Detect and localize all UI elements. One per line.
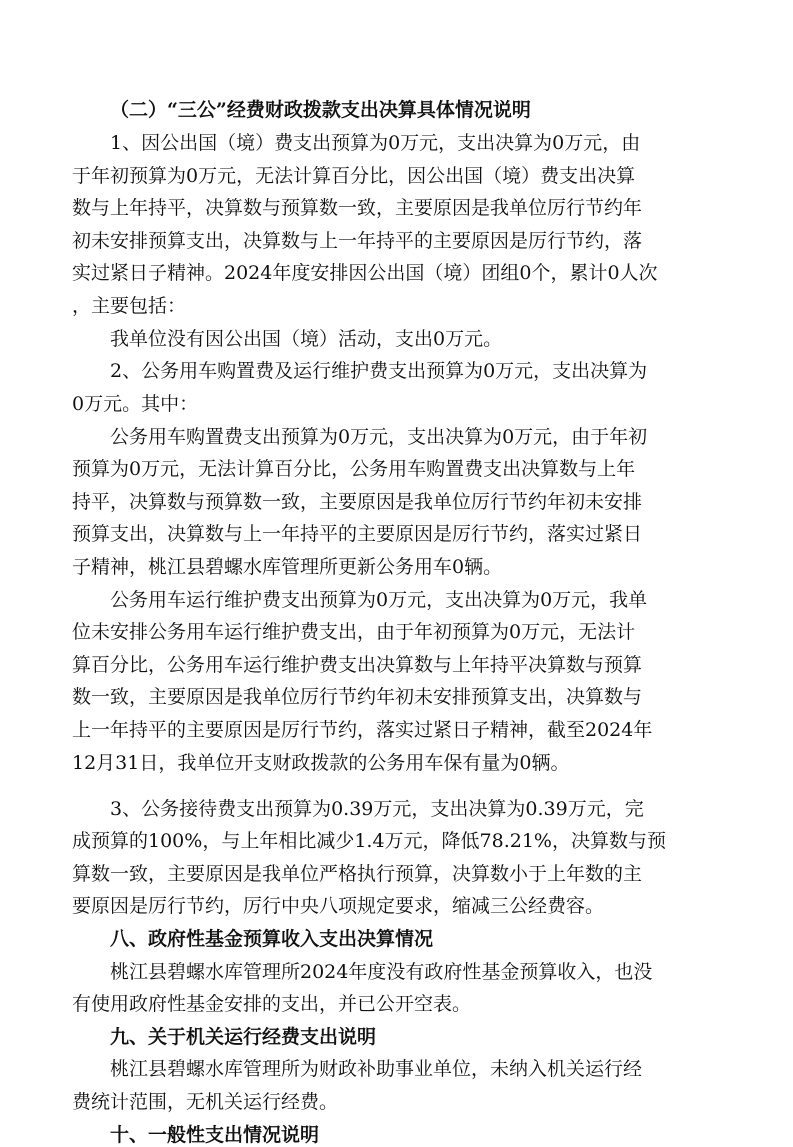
paragraph-line: 公务用车购置费支出预算为0万元，支出决算为0万元，由于年初 (110, 426, 648, 448)
section-heading-government-fund: 八、政府性基金预算收入支出决算情况 (110, 928, 434, 950)
section-heading-three-public: （二）“三公”经费财政拨款支出决算具体情况说明 (110, 99, 531, 121)
paragraph-line: 桃江县碧螺水库管理所2024年度没有政府性基金预算收入，也没 (110, 961, 653, 983)
paragraph-line: 我单位没有因公出国（境）活动，支出0万元。 (110, 328, 503, 350)
paragraph-line: ，主要包括： (72, 295, 187, 317)
paragraph-line: 数与上年持平，决算数与预算数一致，主要原因是我单位厉行节约年 (72, 197, 643, 219)
paragraph-line: 持平，决算数与预算数一致，主要原因是我单位厉行节约年初未安排 (72, 491, 643, 513)
paragraph-line: 数一致，主要原因是我单位厉行节约年初未安排预算支出，决算数与 (72, 686, 643, 708)
paragraph-line: 有使用政府性基金安排的支出，并已公开空表。 (72, 993, 472, 1015)
paragraph-line: 位未安排公务用车运行维护费支出，由于年初预算为0万元，无法计 (72, 621, 636, 643)
section-heading-operating-expenses: 九、关于机关运行经费支出说明 (110, 1026, 377, 1048)
paragraph-line: 3、公务接待费支出预算为0.39万元，支出决算为0.39万元，完 (110, 798, 644, 820)
paragraph-line: 2、公务用车购置费及运行维护费支出预算为0万元，支出决算为 (110, 360, 648, 382)
paragraph-line: 桃江县碧螺水库管理所为财政补助事业单位，未纳入机关运行经 (110, 1058, 643, 1080)
paragraph-line: 12月31日，我单位开支财政拨款的公务用车保有量为0辆。 (72, 752, 570, 774)
paragraph-line: 费统计范围，无机关运行经费。 (72, 1091, 339, 1113)
paragraph-line: 预算支出，决算数与上一年持平的主要原因是厉行节约，落实过紧日 (72, 523, 643, 545)
paragraph-line: 公务用车运行维护费支出预算为0万元，支出决算为0万元，我单 (110, 589, 648, 611)
paragraph-line: 预算为0万元，无法计算百分比，公务用车购置费支出决算数与上年 (72, 458, 636, 480)
paragraph-line: 实过紧日子精神。2024年度安排因公出国（境）团组0个，累计0人次 (72, 262, 658, 284)
paragraph-line: 0万元。其中： (72, 393, 199, 415)
section-heading-general-expenditure: 十、一般性支出情况说明 (110, 1124, 320, 1146)
paragraph-line: 要原因是厉行节约，厉行中央八项规定要求，缩减三公经费容。 (72, 895, 605, 917)
paragraph-line: 成预算的100%，与上年相比减少1.4万元，降低78.21%，决算数与预 (72, 830, 666, 852)
paragraph-line: 算百分比，公务用车运行维护费支出决算数与上年持平决算数与预算 (72, 654, 643, 676)
paragraph-line: 上一年持平的主要原因是厉行节约，落实过紧日子精神，截至2024年 (72, 719, 653, 741)
paragraph-line: 子精神，桃江县碧螺水库管理所更新公务用车0辆。 (72, 556, 503, 578)
paragraph-line: 1、因公出国（境）费支出预算为0万元，支出决算为0万元，由 (110, 132, 641, 154)
paragraph-line: 算数一致，主要原因是我单位严格执行预算，决算数小于上年数的主 (72, 863, 643, 885)
paragraph-line: 于年初预算为0万元，无法计算百分比，因公出国（境）费支出决算 (72, 165, 636, 187)
paragraph-line: 初未安排预算支出，决算数与上一年持平的主要原因是厉行节约，落 (72, 230, 643, 252)
